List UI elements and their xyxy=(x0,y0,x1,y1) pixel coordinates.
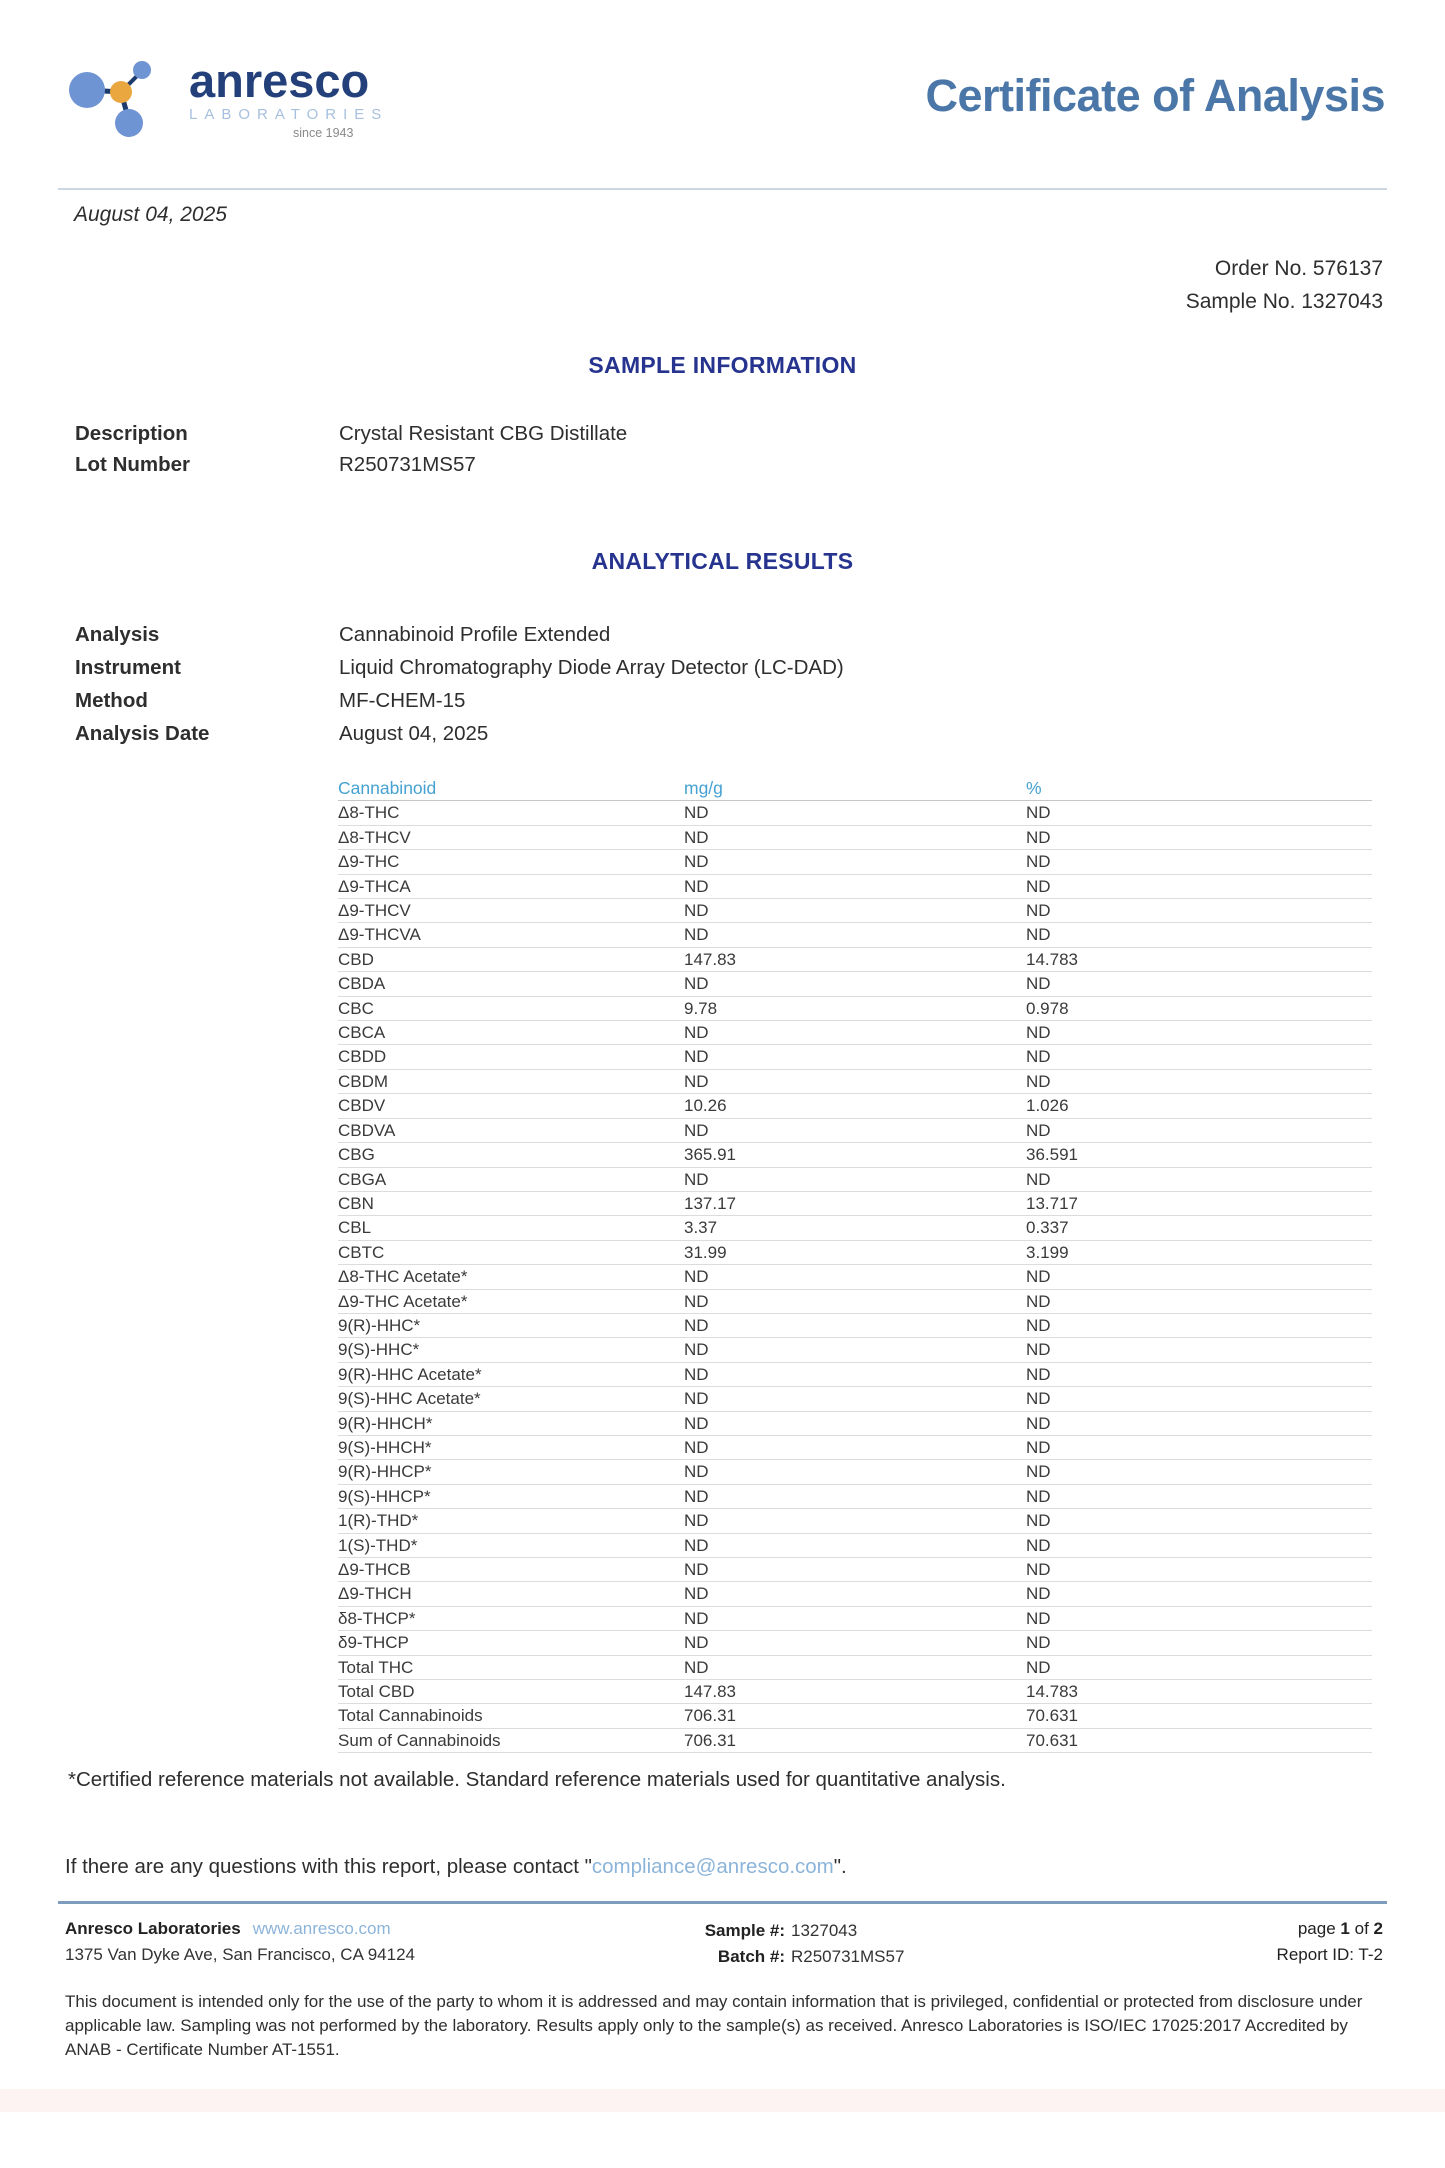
table-row xyxy=(338,1265,1372,1289)
cannabinoid-results-table xyxy=(338,777,1372,1753)
cannabinoid-name-cell: Δ9-THCA xyxy=(338,874,684,898)
order-sample-block xyxy=(1186,252,1383,318)
mgg-value-cell: ND xyxy=(684,1265,1026,1289)
field-label: Method xyxy=(75,689,148,712)
mgg-value-cell: ND xyxy=(684,1606,1026,1630)
column-header-mgg: mg/g xyxy=(684,777,1026,801)
cannabinoid-name-cell: 9(R)-HHC* xyxy=(338,1313,684,1337)
mgg-value-cell: ND xyxy=(684,1631,1026,1655)
table-row xyxy=(338,1045,1372,1069)
mgg-value-cell: ND xyxy=(684,1289,1026,1313)
mgg-value-cell: 3.37 xyxy=(684,1216,1026,1240)
mgg-value-cell: ND xyxy=(684,1118,1026,1142)
percent-value-cell: ND xyxy=(1026,1313,1372,1337)
mgg-value-cell: ND xyxy=(684,1655,1026,1679)
percent-value-cell: ND xyxy=(1026,1021,1372,1045)
mgg-value-cell: ND xyxy=(684,1313,1026,1337)
column-header-percent: % xyxy=(1026,777,1372,801)
cannabinoid-name-cell: CBGA xyxy=(338,1167,684,1191)
table-row xyxy=(338,1094,1372,1118)
logo-tagline: since 1943 xyxy=(293,126,354,140)
table-row xyxy=(338,1069,1372,1093)
table-row xyxy=(338,1533,1372,1557)
mgg-value-cell: ND xyxy=(684,1582,1026,1606)
percent-value-cell: ND xyxy=(1026,1265,1372,1289)
percent-value-cell: 70.631 xyxy=(1026,1728,1372,1752)
percent-value-cell: ND xyxy=(1026,1411,1372,1435)
cannabinoid-name-cell: CBDA xyxy=(338,972,684,996)
table-header-row xyxy=(338,777,1372,801)
cannabinoid-name-cell: Δ9-THC Acetate* xyxy=(338,1289,684,1313)
percent-value-cell: ND xyxy=(1026,1118,1372,1142)
cannabinoid-name-cell: 9(S)-HHCH* xyxy=(338,1435,684,1459)
footer-company-name: Anresco Laboratories xyxy=(65,1919,241,1938)
percent-value-cell: ND xyxy=(1026,1069,1372,1093)
page-word: page xyxy=(1297,1919,1336,1938)
sample-information-heading: SAMPLE INFORMATION xyxy=(588,352,857,378)
table-row xyxy=(338,1680,1372,1704)
footer-batch-value: R250731MS57 xyxy=(791,1947,905,1966)
table-row xyxy=(338,1435,1372,1459)
bottom-scan-band xyxy=(0,2089,1445,2112)
table-row xyxy=(338,874,1372,898)
cannabinoid-name-cell: Δ9-THC xyxy=(338,850,684,874)
mgg-value-cell: 137.17 xyxy=(684,1191,1026,1215)
document-title: Certificate of Analysis xyxy=(925,70,1385,121)
footer xyxy=(65,1916,1383,1974)
cannabinoid-name-cell: CBG xyxy=(338,1143,684,1167)
table-row xyxy=(338,1240,1372,1264)
field-label: Instrument xyxy=(75,656,181,679)
footer-sample-batch-block xyxy=(625,1918,904,1970)
table-row xyxy=(338,996,1372,1020)
table-row xyxy=(338,850,1372,874)
table-row xyxy=(338,1167,1372,1191)
cannabinoid-name-cell: 9(R)-HHCH* xyxy=(338,1411,684,1435)
table-row xyxy=(338,1362,1372,1386)
percent-value-cell: ND xyxy=(1026,1435,1372,1459)
table-row xyxy=(338,1460,1372,1484)
percent-value-cell: ND xyxy=(1026,874,1372,898)
mgg-value-cell: ND xyxy=(684,850,1026,874)
analytical-results-heading: ANALYTICAL RESULTS xyxy=(591,548,854,574)
table-row xyxy=(338,1582,1372,1606)
table-row xyxy=(338,1313,1372,1337)
cannabinoid-name-cell: CBL xyxy=(338,1216,684,1240)
page-indicator xyxy=(1277,1916,1383,1942)
table-row xyxy=(338,1558,1372,1582)
table-row xyxy=(338,1118,1372,1142)
mgg-value-cell: ND xyxy=(684,1533,1026,1557)
sample-number: Sample No. 1327043 xyxy=(1185,290,1383,313)
percent-value-cell: ND xyxy=(1026,1289,1372,1313)
percent-value-cell: ND xyxy=(1026,1655,1372,1679)
table-row xyxy=(338,1289,1372,1313)
column-header-cannabinoid: Cannabinoid xyxy=(338,777,684,801)
percent-value-cell: ND xyxy=(1026,1387,1372,1411)
table-row xyxy=(338,972,1372,996)
mgg-value-cell: ND xyxy=(684,801,1026,825)
report-id: Report ID: T-2 xyxy=(1276,1945,1383,1964)
analytical-results-fields xyxy=(75,618,844,750)
cannabinoid-name-cell: Total Cannabinoids xyxy=(338,1704,684,1728)
table-row xyxy=(338,1387,1372,1411)
results-table-body xyxy=(338,801,1372,1753)
mgg-value-cell: 706.31 xyxy=(684,1728,1026,1752)
percent-value-cell: ND xyxy=(1026,1582,1372,1606)
footer-sample-label: Sample #: xyxy=(704,1921,785,1940)
percent-value-cell: ND xyxy=(1026,972,1372,996)
percent-value-cell: 1.026 xyxy=(1026,1094,1372,1118)
mgg-value-cell: 147.83 xyxy=(684,1680,1026,1704)
footer-disclaimer: This document is intended only for the use of the party to whom it is addressed and may contain information that is privileged, confidential or protected from disclosure under applicable law. Sampling was not performed by the laboratory. Results apply only to the sample(s) as received. Anresco Laboratories is ISO/IEC 17025:2017 Accredited by ANAB - Certificate Number AT-1551. xyxy=(65,1992,1363,2059)
contact-text-suffix: ". xyxy=(833,1855,847,1878)
percent-value-cell: ND xyxy=(1026,1533,1372,1557)
compliance-email-link[interactable]: compliance@anresco.com xyxy=(591,1855,834,1878)
percent-value-cell: 0.337 xyxy=(1026,1216,1372,1240)
field-value: MF-CHEM-15 xyxy=(339,689,466,712)
table-row xyxy=(338,1484,1372,1508)
cannabinoid-name-cell: CBDVA xyxy=(338,1118,684,1142)
cannabinoid-name-cell: Δ8-THC xyxy=(338,801,684,825)
percent-value-cell: 70.631 xyxy=(1026,1704,1372,1728)
mgg-value-cell: ND xyxy=(684,1387,1026,1411)
of-word: of xyxy=(1354,1919,1369,1938)
percent-value-cell: 0.978 xyxy=(1026,996,1372,1020)
percent-value-cell: ND xyxy=(1026,1362,1372,1386)
table-row xyxy=(338,1021,1372,1045)
table-row xyxy=(338,1606,1372,1630)
table-row xyxy=(338,825,1372,849)
mgg-value-cell: ND xyxy=(684,1362,1026,1386)
table-row xyxy=(338,801,1372,825)
mgg-value-cell: 31.99 xyxy=(684,1240,1026,1264)
percent-value-cell: 14.783 xyxy=(1026,1680,1372,1704)
field-label: Analysis Date xyxy=(75,722,210,745)
table-row xyxy=(338,899,1372,923)
percent-value-cell: ND xyxy=(1026,825,1372,849)
field-value: Liquid Chromatography Diode Array Detector (LC-DAD) xyxy=(339,656,844,679)
logo-brand-name: anresco xyxy=(189,54,370,107)
table-row xyxy=(338,1704,1372,1728)
cannabinoid-name-cell: CBN xyxy=(338,1191,684,1215)
table-row xyxy=(338,947,1372,971)
field-label: Analysis xyxy=(75,623,160,646)
percent-value-cell: ND xyxy=(1026,1460,1372,1484)
sample-information-fields xyxy=(75,418,627,480)
cannabinoid-name-cell: Δ8-THCV xyxy=(338,825,684,849)
field-value: August 04, 2025 xyxy=(339,722,489,745)
cannabinoid-name-cell: CBC xyxy=(338,996,684,1020)
order-number: Order No. 576137 xyxy=(1214,257,1383,280)
cannabinoid-name-cell: 9(S)-HHCP* xyxy=(338,1484,684,1508)
percent-value-cell: 3.199 xyxy=(1026,1240,1372,1264)
anresco-logo xyxy=(60,48,388,148)
cannabinoid-name-cell: δ9-THCP xyxy=(338,1631,684,1655)
percent-value-cell: 13.717 xyxy=(1026,1191,1372,1215)
mgg-value-cell: ND xyxy=(684,1021,1026,1045)
header-divider xyxy=(58,188,1387,190)
percent-value-cell: ND xyxy=(1026,801,1372,825)
field-label: Description xyxy=(75,422,188,445)
percent-value-cell: 14.783 xyxy=(1026,947,1372,971)
mgg-value-cell: 365.91 xyxy=(684,1143,1026,1167)
percent-value-cell: ND xyxy=(1026,1045,1372,1069)
field-value: R250731MS57 xyxy=(339,453,476,476)
mgg-value-cell: ND xyxy=(684,1069,1026,1093)
mgg-value-cell: 706.31 xyxy=(684,1704,1026,1728)
page-total: 2 xyxy=(1373,1919,1383,1938)
footer-company-block xyxy=(65,1916,415,1968)
mgg-value-cell: ND xyxy=(684,1509,1026,1533)
table-row xyxy=(338,1143,1372,1167)
mgg-value-cell: ND xyxy=(684,1484,1026,1508)
percent-value-cell: ND xyxy=(1026,923,1372,947)
cannabinoid-name-cell: 9(R)-HHC Acetate* xyxy=(338,1362,684,1386)
footer-page-block xyxy=(1277,1916,1383,1968)
footer-batch-label: Batch #: xyxy=(717,1947,785,1966)
page-current: 1 xyxy=(1340,1919,1350,1938)
mgg-value-cell: ND xyxy=(684,899,1026,923)
cannabinoid-name-cell: CBCA xyxy=(338,1021,684,1045)
cannabinoid-name-cell: 1(R)-THD* xyxy=(338,1509,684,1533)
report-date: August 04, 2025 xyxy=(74,203,227,226)
field-value: Crystal Resistant CBG Distillate xyxy=(339,422,628,445)
percent-value-cell: ND xyxy=(1026,899,1372,923)
mgg-value-cell: ND xyxy=(684,1338,1026,1362)
table-row xyxy=(338,1631,1372,1655)
mgg-value-cell: ND xyxy=(684,825,1026,849)
cannabinoid-name-cell: 9(S)-HHC Acetate* xyxy=(338,1387,684,1411)
field-value: Cannabinoid Profile Extended xyxy=(339,623,611,646)
percent-value-cell: ND xyxy=(1026,1484,1372,1508)
mgg-value-cell: 9.78 xyxy=(684,996,1026,1020)
mgg-value-cell: ND xyxy=(684,1411,1026,1435)
logo-text xyxy=(189,54,389,140)
cannabinoid-name-cell: Δ9-THCH xyxy=(338,1582,684,1606)
percent-value-cell: ND xyxy=(1026,850,1372,874)
mgg-value-cell: ND xyxy=(684,1045,1026,1069)
table-row xyxy=(338,1411,1372,1435)
cannabinoid-name-cell: CBDV xyxy=(338,1094,684,1118)
percent-value-cell: ND xyxy=(1026,1606,1372,1630)
cannabinoid-name-cell: Δ9-THCB xyxy=(338,1558,684,1582)
cannabinoid-name-cell: CBDD xyxy=(338,1045,684,1069)
footer-address: 1375 Van Dyke Ave, San Francisco, CA 94124 xyxy=(65,1945,415,1964)
table-row xyxy=(338,1655,1372,1679)
contact-line xyxy=(65,1855,847,1879)
table-row xyxy=(338,1509,1372,1533)
percent-value-cell: ND xyxy=(1026,1167,1372,1191)
percent-value-cell: ND xyxy=(1026,1558,1372,1582)
footer-sample-value: 1327043 xyxy=(791,1921,858,1940)
cannabinoid-name-cell: 1(S)-THD* xyxy=(338,1533,684,1557)
cannabinoid-name-cell: Δ9-THCVA xyxy=(338,923,684,947)
cannabinoid-name-cell: Sum of Cannabinoids xyxy=(338,1728,684,1752)
mgg-value-cell: ND xyxy=(684,923,1026,947)
molecule-logo-icon xyxy=(60,48,195,148)
cannabinoid-name-cell: 9(R)-HHCP* xyxy=(338,1460,684,1484)
logo-subtitle: LABORATORIES xyxy=(189,106,389,123)
reference-materials-footnote: *Certified reference materials not available. Standard reference materials used for quantitative analysis. xyxy=(68,1768,1006,1791)
mgg-value-cell: 147.83 xyxy=(684,947,1026,971)
cannabinoid-name-cell: Total CBD xyxy=(338,1680,684,1704)
percent-value-cell: 36.591 xyxy=(1026,1143,1372,1167)
cannabinoid-name-cell: Δ9-THCV xyxy=(338,899,684,923)
mgg-value-cell: ND xyxy=(684,1460,1026,1484)
table-row xyxy=(338,1216,1372,1240)
percent-value-cell: ND xyxy=(1026,1338,1372,1362)
percent-value-cell: ND xyxy=(1026,1631,1372,1655)
mgg-value-cell: 10.26 xyxy=(684,1094,1026,1118)
mgg-value-cell: ND xyxy=(684,1167,1026,1191)
cannabinoid-name-cell: CBTC xyxy=(338,1240,684,1264)
cannabinoid-name-cell: CBDM xyxy=(338,1069,684,1093)
mgg-value-cell: ND xyxy=(684,972,1026,996)
cannabinoid-name-cell: Δ8-THC Acetate* xyxy=(338,1265,684,1289)
cannabinoid-name-cell: 9(S)-HHC* xyxy=(338,1338,684,1362)
contact-text-prefix: If there are any questions with this report, please contact " xyxy=(65,1855,592,1878)
cannabinoid-name-cell: Total THC xyxy=(338,1655,684,1679)
table-row xyxy=(338,1728,1372,1752)
mgg-value-cell: ND xyxy=(684,1558,1026,1582)
cannabinoid-name-cell: CBD xyxy=(338,947,684,971)
cannabinoid-name-cell: δ8-THCP* xyxy=(338,1606,684,1630)
field-label: Lot Number xyxy=(75,453,191,476)
footer-website-link[interactable]: www.anresco.com xyxy=(252,1919,391,1938)
mgg-value-cell: ND xyxy=(684,1435,1026,1459)
table-row xyxy=(338,1191,1372,1215)
percent-value-cell: ND xyxy=(1026,1509,1372,1533)
table-row xyxy=(338,1338,1372,1362)
mgg-value-cell: ND xyxy=(684,874,1026,898)
table-row xyxy=(338,923,1372,947)
footer-divider xyxy=(58,1901,1387,1904)
